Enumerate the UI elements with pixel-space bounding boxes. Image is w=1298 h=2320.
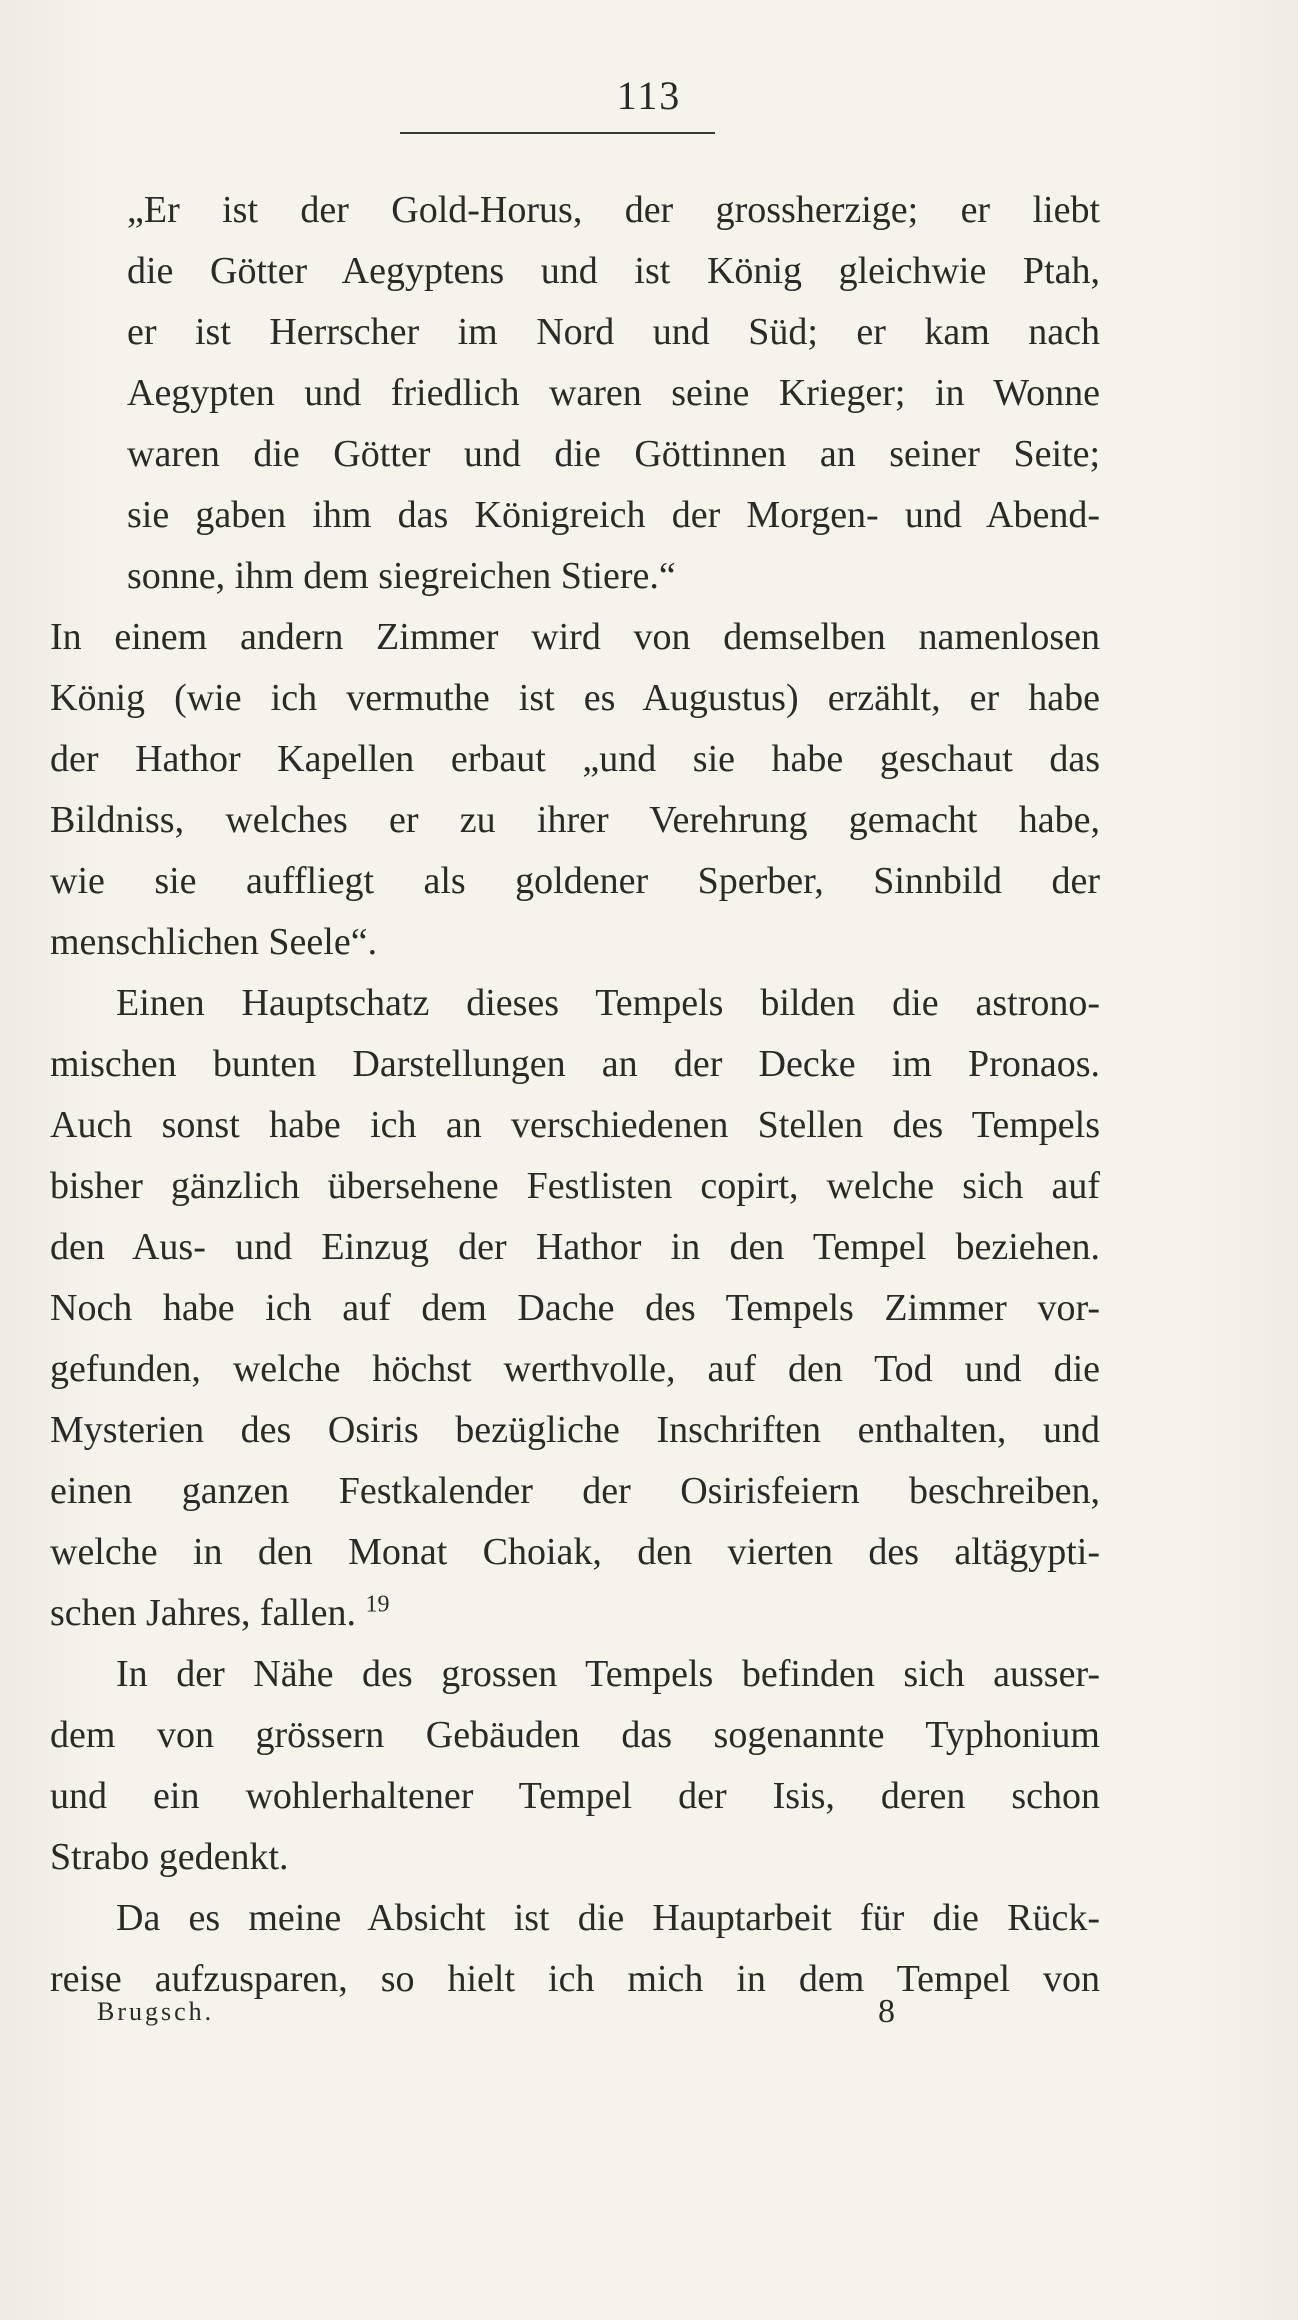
text-line: [50, 546, 1100, 607]
line-text: schen Jahres, fallen.: [50, 1592, 356, 1634]
line-text: Einen Hauptschatz dieses Tempels bilden die astrono-: [116, 982, 1100, 1024]
line-text: der Hathor Kapellen erbaut „und sie habe geschaut das: [50, 738, 1100, 780]
line-text: Aegypten und friedlich waren seine Krieger; in Wonne: [127, 372, 1100, 414]
line-text: reise aufzusparen, so hielt ich mich in dem Tempel von: [50, 1958, 1100, 2000]
text-line: [50, 1400, 1100, 1461]
text-line: [50, 485, 1100, 546]
text-line: [50, 851, 1100, 912]
text-line: [50, 668, 1100, 729]
text-line: [50, 729, 1100, 790]
text-line: [50, 241, 1100, 302]
line-text: wie sie auffliegt als goldener Sperber, Sinnbild der: [50, 860, 1100, 902]
text-line: [50, 790, 1100, 851]
text-line: [50, 1644, 1100, 1705]
header-rule: [400, 132, 715, 134]
text-line: [50, 1766, 1100, 1827]
line-text: sie gaben ihm das Königreich der Morgen- und Abend-: [127, 494, 1100, 536]
line-text: Mysterien des Osiris bezügliche Inschriften enthalten, und: [50, 1409, 1100, 1451]
text-line: [50, 363, 1100, 424]
line-text: einen ganzen Festkalender der Osirisfeiern beschreiben,: [50, 1470, 1100, 1512]
text-line: [50, 1888, 1100, 1949]
text-line: [50, 1034, 1100, 1095]
line-text: Strabo gedenkt.: [50, 1836, 289, 1878]
line-text: gefunden, welche höchst werthvolle, auf den Tod und die: [50, 1348, 1100, 1390]
page-number: 113: [616, 73, 682, 118]
line-text: mischen bunten Darstellungen an der Decke im Pronaos.: [50, 1043, 1100, 1085]
text-line: [50, 973, 1100, 1034]
text-line: [50, 424, 1100, 485]
body-text: [50, 180, 1100, 2010]
line-text: dem von grössern Gebäuden das sogenannte Typhonium: [50, 1714, 1100, 1756]
line-text: bisher gänzlich übersehene Festlisten copirt, welche sich auf: [50, 1165, 1100, 1207]
line-text: die Götter Aegyptens und ist König gleichwie Ptah,: [127, 250, 1100, 292]
line-text: Auch sonst habe ich an verschiedenen Stellen des Tempels: [50, 1104, 1100, 1146]
line-text: Da es meine Absicht ist die Hauptarbeit für die Rück-: [116, 1897, 1100, 1939]
text-line: [50, 607, 1100, 668]
text-line: [50, 912, 1100, 973]
line-text: Noch habe ich auf dem Dache des Tempels Zimmer vor-: [50, 1287, 1100, 1329]
line-text: sonne, ihm dem siegreichen Stiere.“: [127, 555, 676, 597]
text-line: [50, 1217, 1100, 1278]
text-line: [50, 1278, 1100, 1339]
text-line: [50, 1095, 1100, 1156]
line-text: menschlichen Seele“.: [50, 921, 378, 963]
line-text: den Aus- und Einzug der Hathor in den Tempel beziehen.: [50, 1226, 1100, 1268]
line-text: „Er ist der Gold-Horus, der grossherzige; er liebt: [127, 189, 1100, 231]
text-line: [50, 1522, 1100, 1583]
text-line: [50, 1827, 1100, 1888]
line-text: waren die Götter und die Göttinnen an seiner Seite;: [127, 433, 1100, 475]
line-text: und ein wohlerhaltener Tempel der Isis, deren schon: [50, 1775, 1100, 1817]
sheet-number: 8: [878, 1993, 895, 2030]
text-line: [50, 1705, 1100, 1766]
footnote-reference: 19: [365, 1591, 390, 1618]
line-text: König (wie ich vermuthe ist es Augustus) erzählt, er habe: [50, 677, 1100, 719]
line-text: Bildniss, welches er zu ihrer Verehrung gemacht habe,: [50, 799, 1100, 841]
text-line: [50, 1583, 1100, 1644]
text-line: [50, 1156, 1100, 1217]
line-text: welche in den Monat Choiak, den vierten des altägypti-: [50, 1531, 1100, 1573]
text-line: [50, 1339, 1100, 1400]
line-text: In einem andern Zimmer wird von demselben namenlosen: [50, 616, 1100, 658]
printer-signature-mark: Brugsch.: [97, 1997, 215, 2026]
text-line: [50, 180, 1100, 241]
text-line: [50, 302, 1100, 363]
line-text: er ist Herrscher im Nord und Süd; er kam nach: [127, 311, 1100, 353]
line-text: In der Nähe des grossen Tempels befinden sich ausser-: [116, 1653, 1100, 1695]
text-line: [50, 1461, 1100, 1522]
